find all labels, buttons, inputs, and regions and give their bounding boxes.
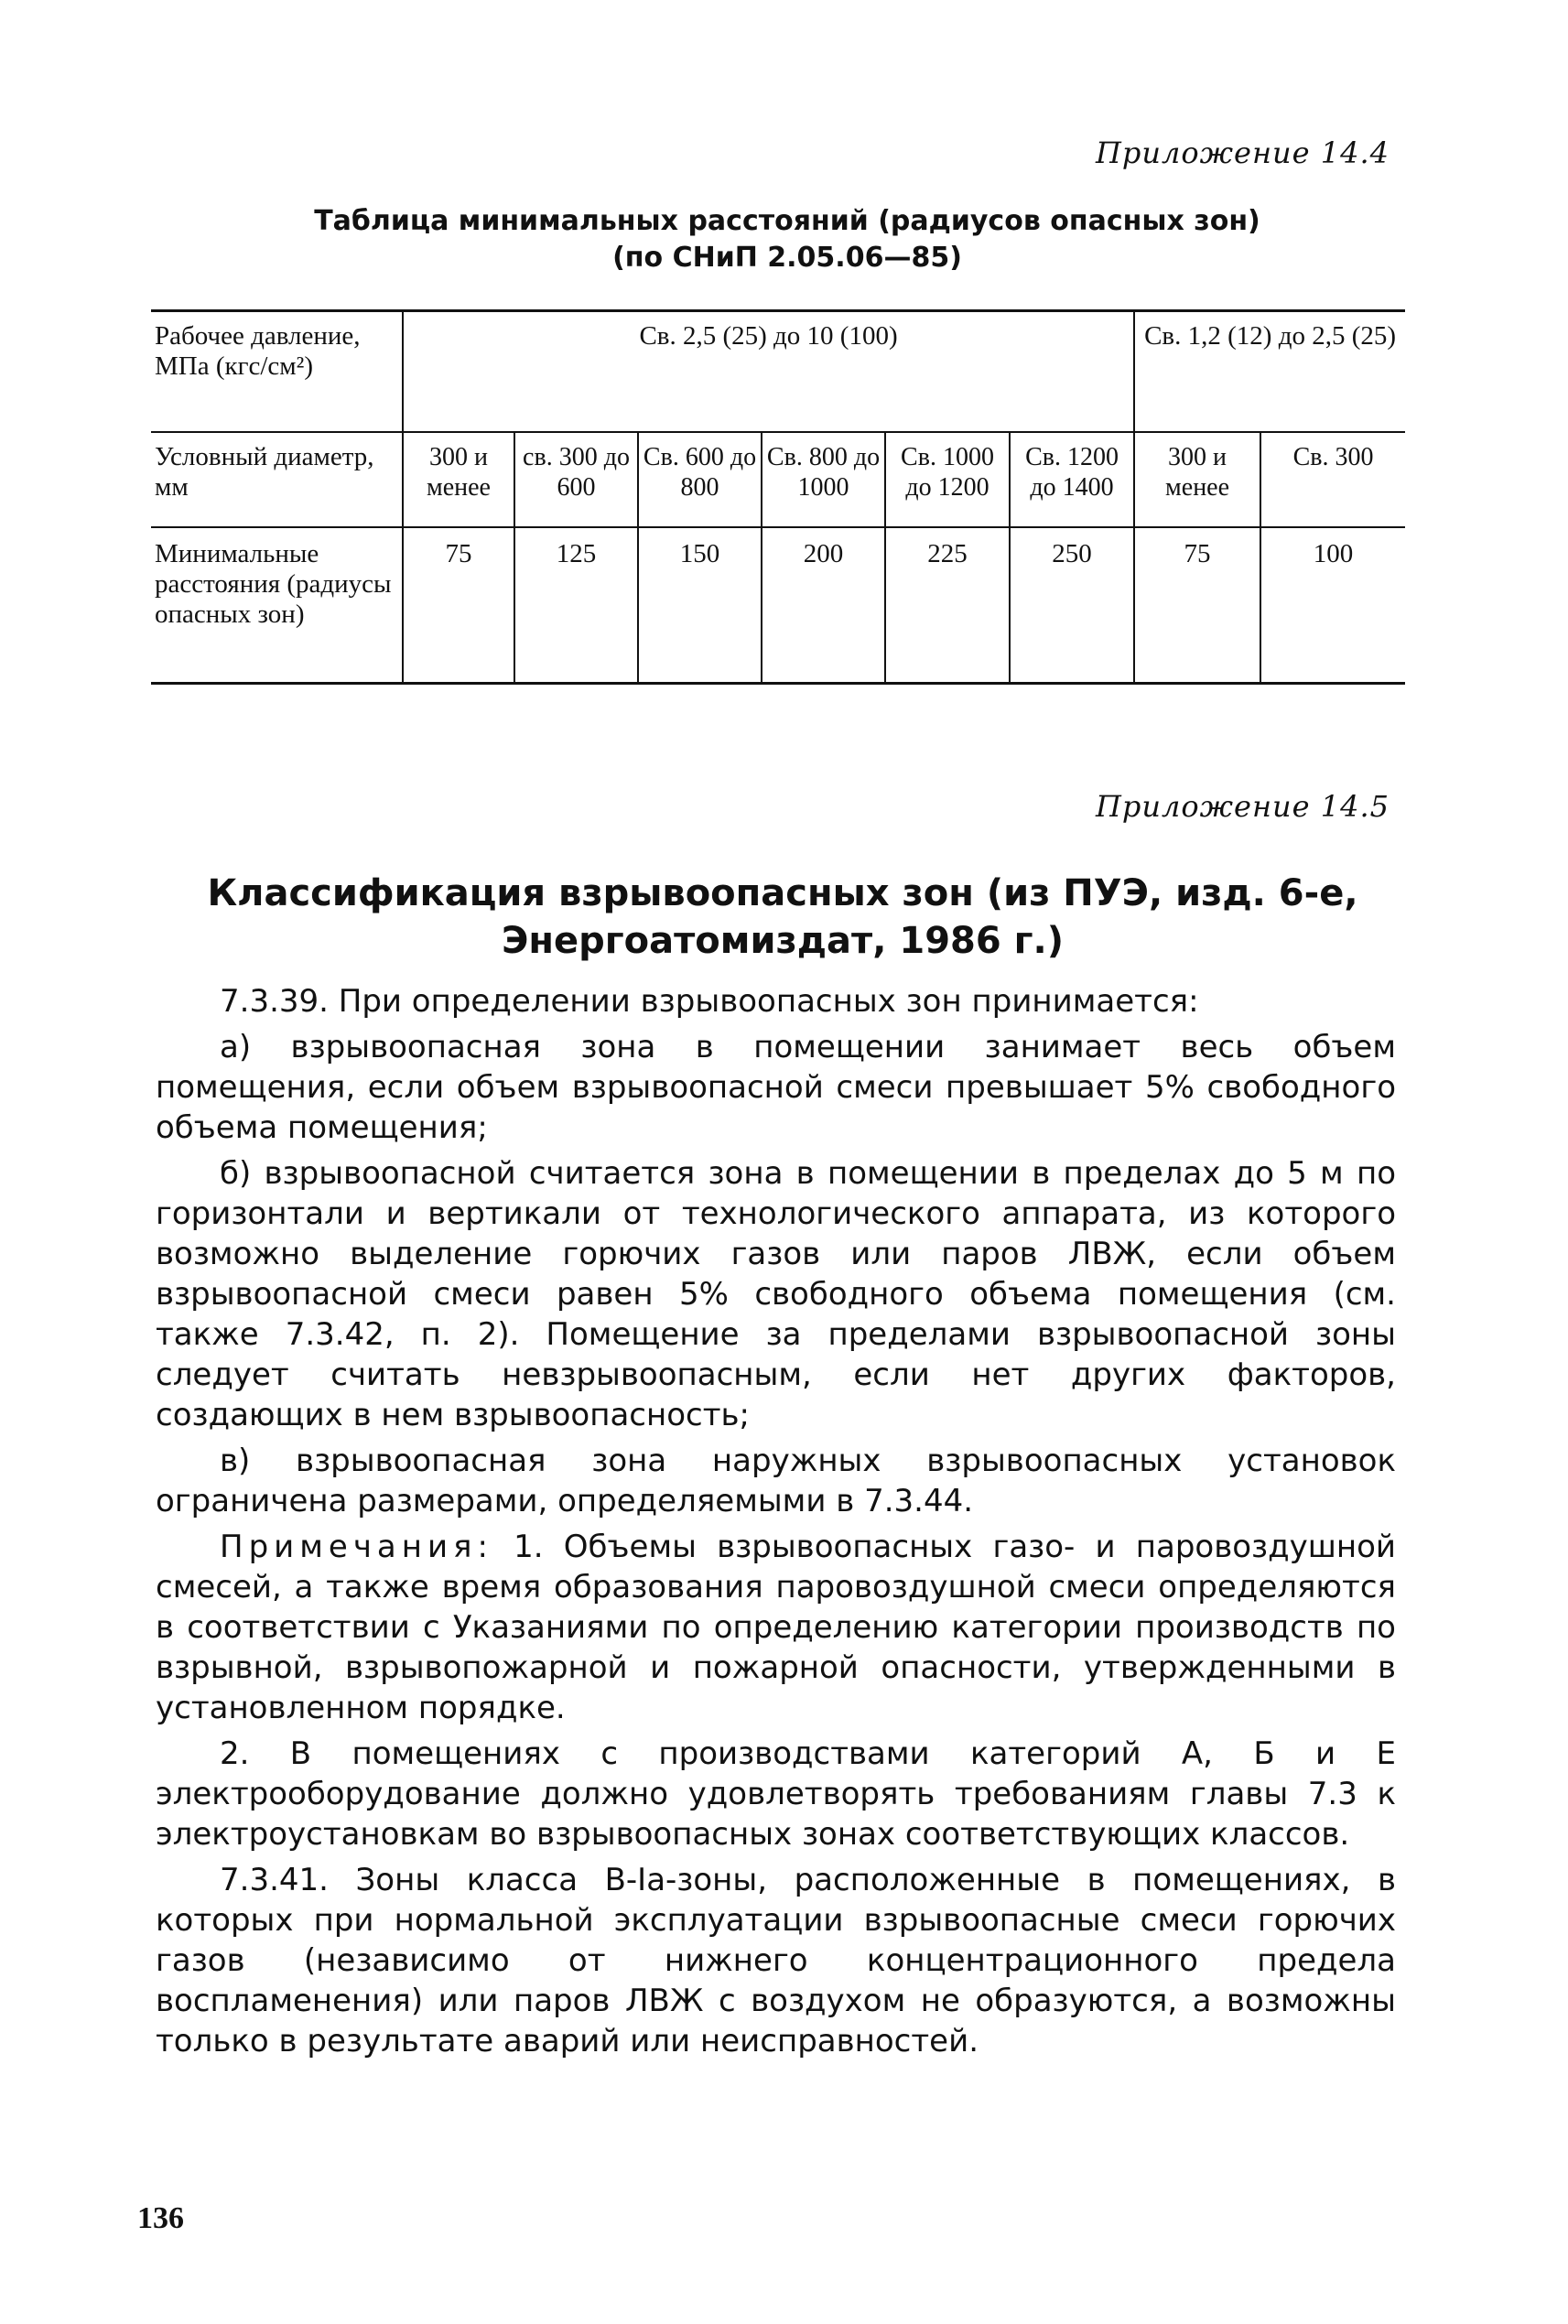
distance-cell: 225 — [885, 527, 1010, 684]
distance-label-cell: Минимальные расстояния (радиусы опасных зон) — [151, 527, 403, 684]
distance-table — [151, 309, 1405, 685]
table-title — [275, 203, 1300, 276]
diameter-cell: Св. 300 — [1260, 432, 1405, 527]
distance-cell: 75 — [403, 527, 514, 684]
appendix-label-14-4: Приложение 14.4 — [1096, 135, 1390, 170]
pressure-range-2-cell: Св. 1,2 (12) до 2,5 (25) — [1134, 311, 1405, 433]
pressure-range-1-cell: Св. 2,5 (25) до 10 (100) — [403, 311, 1134, 433]
table-title-line-2: (по СНиП 2.05.06—85) — [612, 242, 962, 274]
appendix-label-14-5: Приложение 14.5 — [1096, 789, 1390, 824]
notes-label: Примечания: — [220, 1529, 493, 1565]
diameter-label-cell: Условный диаметр, мм — [151, 432, 403, 527]
table-row-pressure — [151, 311, 1405, 433]
paragraph-item-v: в) взрывоопасная зона наружных взрывоопасных установок ограничена размерами, определяемыми в 7.3.44. — [156, 1443, 1396, 1519]
note-2: 2. В помещениях с производствами категорий А, Б и Е электрооборудование должно удовлетворять требованиям главы 7.3 к электроустановкам во взрывоопасных зонах соответствующих классов. — [156, 1735, 1396, 1853]
section-title-line-1: Классификация взрывоопасных зон (из ПУЭ, изд. 6-е, — [207, 872, 1358, 914]
diameter-cell: 300 и менее — [1134, 432, 1260, 527]
diameter-cell: Св. 600 до 800 — [638, 432, 762, 527]
body-text — [156, 981, 1396, 2067]
table-title-line-1: Таблица минимальных расстояний (радиусов опасных зон) — [314, 205, 1260, 237]
table-row-distance — [151, 527, 1405, 684]
distance-cell: 125 — [514, 527, 638, 684]
diameter-cell: 300 и менее — [403, 432, 514, 527]
distance-cell: 150 — [638, 527, 762, 684]
note-1 — [156, 1527, 1396, 1728]
paragraph-item-b: б) взрывоопасной считается зона в помещении в пределах до 5 м по горизонтали и вертикали от технологического аппарата, из которого возможно выделение горючих газов или паров ЛВЖ, если объем взрывоопасной смеси равен 5% свободного объема помещения (см. также 7.3.42, п. 2). Помещение за пределами взрывоопасной зоны следует считать невзрывоопасным, если нет других факторов, создающих в нем взрывоопасность; — [156, 1155, 1396, 1433]
paragraph-7-3-39: 7.3.39. При определении взрывоопасных зон принимается: — [220, 983, 1199, 1020]
distance-cell: 200 — [762, 527, 885, 684]
pressure-label-cell: Рабочее давление, МПа (кгс/см²) — [151, 311, 403, 433]
distance-cell: 250 — [1010, 527, 1134, 684]
paragraph-7-3-41: 7.3.41. Зоны класса В-Iа-зоны, расположенные в помещениях, в которых при нормальной эксплуатации взрывоопасные смеси горючих газов (независимо от нижнего концентрационного предела воспламенения) или паров ЛВЖ с воздухом не образуются, а возможны только в результате аварий или неисправностей. — [156, 1862, 1396, 2059]
note-1-text: 1. Объемы взрывоопасных газо- и паровоздушной смесей, а также время образования паровоздушной смеси определяются в соответствии с Указаниями по определению категории производств по взрывной, взрывопожарной и пожарной опасности, утвержденными в установленном порядке. — [156, 1529, 1396, 1726]
distance-cell: 75 — [1134, 527, 1260, 684]
page-number: 136 — [137, 2201, 184, 2235]
section-title — [183, 870, 1382, 965]
section-title-line-2: Энергоатомиздат, 1986 г.) — [502, 920, 1064, 962]
diameter-cell: Св. 1000 до 1200 — [885, 432, 1010, 527]
diameter-cell: Св. 1200 до 1400 — [1010, 432, 1134, 527]
table-row-diameter — [151, 432, 1405, 527]
distance-cell: 100 — [1260, 527, 1405, 684]
paragraph-item-a: а) взрывоопасная зона в помещении занимает весь объем помещения, если объем взрывоопасной смеси превышает 5% свободного объема помещения; — [156, 1029, 1396, 1146]
diameter-cell: св. 300 до 600 — [514, 432, 638, 527]
diameter-cell: Св. 800 до 1000 — [762, 432, 885, 527]
